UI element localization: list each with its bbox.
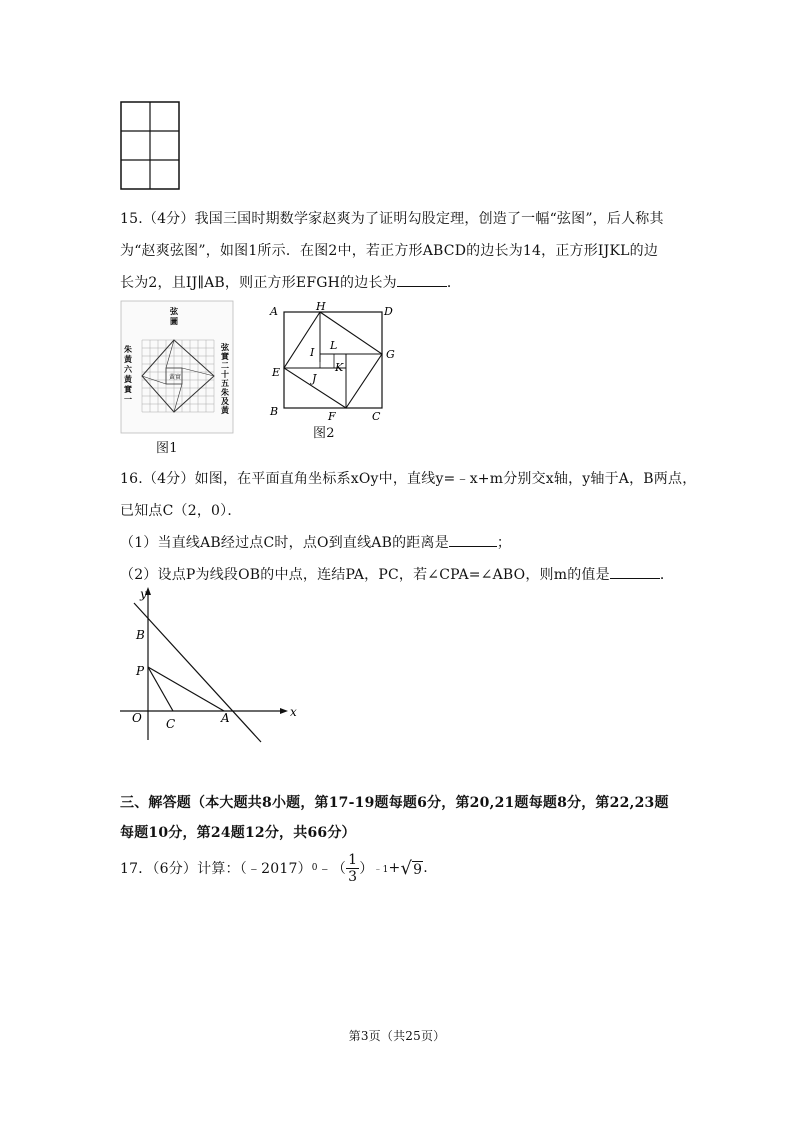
q15-line3-text: 长为2，且IJ∥AB，则正方形EFGH的边长为 bbox=[120, 275, 397, 291]
q17-fraction bbox=[346, 852, 359, 885]
axis-label-y: y bbox=[140, 587, 147, 601]
figure-1-xiantu bbox=[120, 300, 236, 436]
section3-line1: 三、解答题（本大题共8小题，第17-19题每题6分，第20,21题每题8分，第22,23题 bbox=[120, 795, 669, 811]
q17-close-paren: ） bbox=[359, 861, 374, 877]
q16-sub2-end: ． bbox=[659, 567, 675, 583]
fig1-left-char4: 黃 bbox=[124, 374, 132, 384]
fig1-left-char1: 朱 bbox=[124, 344, 132, 354]
fig1-right-char4: 十 bbox=[221, 369, 229, 379]
q17-exponent-zero: 0 bbox=[311, 863, 318, 873]
fig1-center-label: 黃實 bbox=[169, 374, 182, 381]
fig1-left-char2: 黃 bbox=[124, 354, 132, 364]
label-D: D bbox=[384, 305, 393, 318]
point-O: O bbox=[132, 711, 142, 725]
page-footer: 第3页（共25页） bbox=[348, 1029, 446, 1043]
fig1-right-char6: 朱 bbox=[221, 387, 229, 397]
q17-line bbox=[120, 850, 428, 886]
fig1-left-char6: 一 bbox=[124, 394, 132, 404]
q17-minus: ﹣（ bbox=[317, 861, 347, 877]
point-P: P bbox=[136, 664, 145, 678]
q15-line2: 为“赵爽弦图”，如图1所示．在图2中，若正方形ABCD的边长为14，正方形IJKL的边 bbox=[120, 243, 659, 259]
q16-sub1 bbox=[120, 532, 511, 552]
fig1-right-char8: 黃 bbox=[221, 405, 229, 415]
q17-end: . bbox=[423, 860, 428, 876]
fraction-denominator: 3 bbox=[348, 868, 358, 885]
q16-sub1-text: （1）当直线AB经过点C时，点O到直线AB的距离是 bbox=[120, 535, 449, 551]
q15-line3 bbox=[120, 272, 461, 292]
label-C: C bbox=[372, 410, 381, 423]
q17-sqrt bbox=[400, 858, 423, 879]
label-B: B bbox=[270, 405, 279, 418]
label-F: F bbox=[328, 410, 336, 423]
answer-blank bbox=[610, 564, 660, 579]
label-E: E bbox=[272, 366, 281, 379]
fig1-right-char5: 五 bbox=[221, 378, 229, 388]
section3-line2: 每题10分，第24题12分，共66分） bbox=[120, 825, 356, 841]
q17-exponent-neg1: ﹣1 bbox=[373, 864, 389, 875]
fig1-right-char2: 實 bbox=[221, 351, 229, 361]
q16-sub1-end: ； bbox=[496, 535, 512, 551]
q16-line1: 16.（4分）如图，在平面直角坐标系xOy中，直线y=﹣x+m分别交x轴，y轴于A，B两点， bbox=[120, 471, 697, 487]
q16-sub2 bbox=[120, 564, 674, 584]
label-G: G bbox=[386, 348, 395, 361]
label-I: I bbox=[310, 346, 315, 359]
fig1-right-char7: 及 bbox=[221, 396, 229, 406]
fig2-caption: 图2 bbox=[313, 426, 335, 441]
sqrt-radicand: 9 bbox=[413, 861, 423, 878]
fig1-title-char2: 圖 bbox=[170, 316, 178, 326]
fig1-title-char1: 弦 bbox=[170, 306, 178, 316]
sqrt-icon: √ bbox=[400, 857, 413, 879]
q17-prefix: 17．（6分）计算：（﹣2017） bbox=[120, 861, 312, 877]
label-H: H bbox=[316, 300, 326, 313]
answer-blank bbox=[397, 272, 447, 287]
fig1-right-char1: 弦 bbox=[221, 342, 229, 352]
label-L: L bbox=[330, 339, 338, 352]
q16-line2: 已知点C（2，0）． bbox=[120, 503, 242, 519]
fig1-right-char3: 二 bbox=[221, 360, 229, 370]
fig1-left-char5: 實 bbox=[124, 384, 132, 394]
label-J: J bbox=[312, 372, 317, 385]
grid-figure bbox=[120, 101, 182, 191]
label-K: K bbox=[335, 361, 344, 374]
q16-sub2-text: （2）设点P为线段OB的中点，连结PA，PC，若∠CPA=∠ABO，则m的值是 bbox=[120, 567, 610, 583]
coordinate-graph bbox=[118, 585, 308, 745]
q15-line3-end: ． bbox=[446, 275, 462, 291]
point-B: B bbox=[136, 628, 145, 642]
fraction-numerator: 1 bbox=[348, 851, 358, 868]
fig1-caption: 图1 bbox=[156, 441, 178, 456]
figure-2 bbox=[262, 298, 402, 438]
q15-line1: 15.（4分）我国三国时期数学家赵爽为了证明勾股定理，创造了一幅“弦图”，后人称其 bbox=[120, 211, 664, 227]
label-A: A bbox=[270, 305, 278, 318]
q17-plus: + bbox=[388, 860, 401, 876]
answer-blank bbox=[449, 532, 497, 547]
point-A: A bbox=[221, 711, 230, 725]
point-C: C bbox=[166, 717, 176, 731]
axis-label-x: x bbox=[290, 705, 297, 719]
fig1-left-char3: 六 bbox=[124, 364, 132, 374]
